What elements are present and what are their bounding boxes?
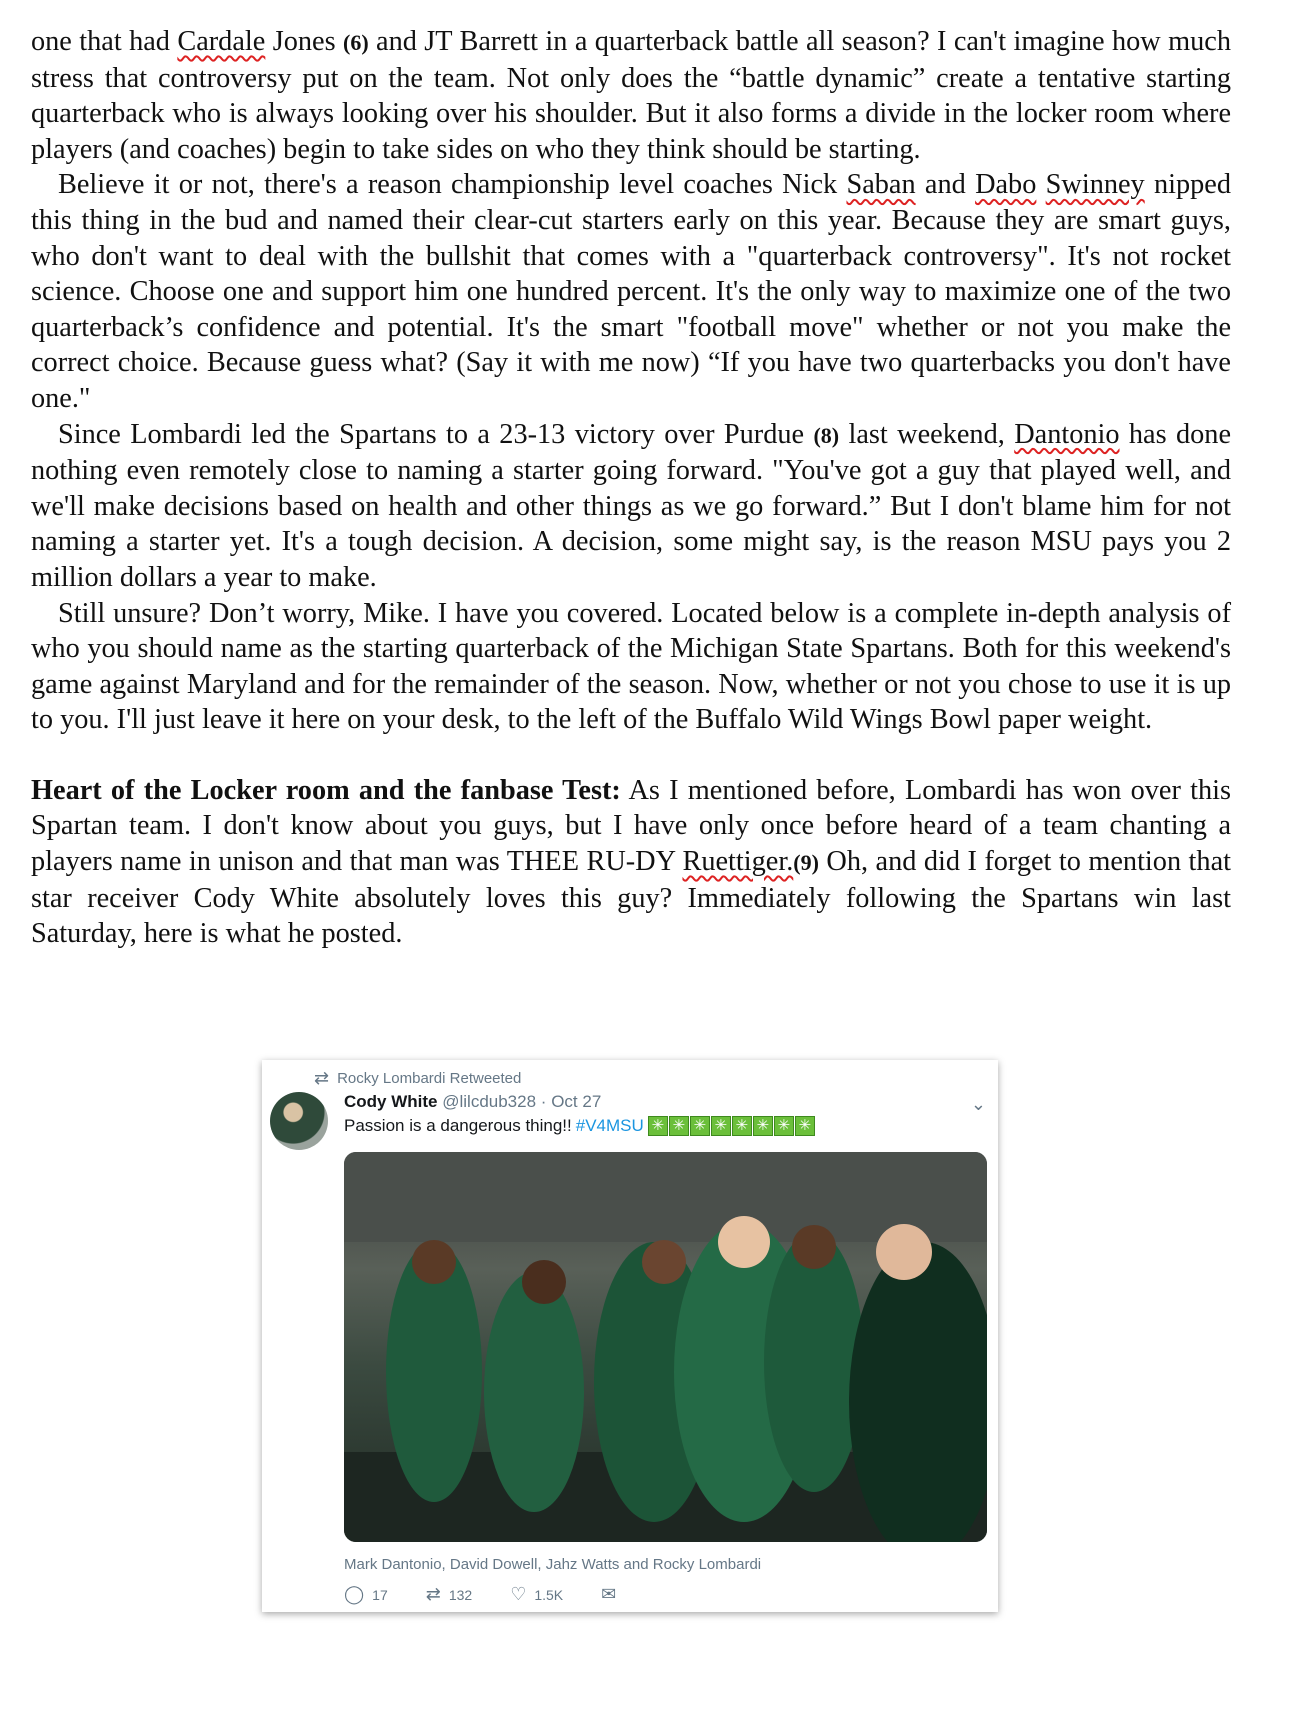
text: and — [915, 169, 976, 201]
paragraph-1 — [31, 24, 1231, 167]
text: Since Lombardi led the Spartans to a 23-13 victory over Purdue — [58, 418, 814, 450]
paragraph-3 — [31, 417, 1231, 596]
text: has done nothing even remotely close to naming a starter going forward. "You've got a guy that played well, and we'll make decisions based on health and other things as we go forward.” But I don't blame him for not naming a starter yet. It's a tough decision. A decision, some might say, is the reason MSU pays you 2 million dollars a year to make. — [31, 418, 1232, 593]
sparkle-emoji-icon: ✳ — [690, 1116, 710, 1136]
photo-illustration — [344, 1152, 987, 1542]
text: Oh, and did I forget to mention that star receiver Cody White absolutely loves this guy? Immediately following the Spartans win last Saturday, here is what he posted. — [31, 846, 1231, 950]
footnote-ref: (8) — [813, 422, 840, 448]
paragraph-2 — [31, 167, 1231, 416]
head — [792, 1225, 836, 1269]
heart-icon: ♡ — [510, 1584, 527, 1604]
reply-count: 17 — [372, 1586, 388, 1603]
avatar[interactable] — [270, 1092, 328, 1150]
like-button[interactable] — [510, 1584, 563, 1605]
misspelled-word: Dabo — [975, 169, 1037, 201]
tweet-photo[interactable] — [344, 1152, 987, 1542]
misspelled-word: Dantonio — [1014, 418, 1120, 450]
embedded-tweet — [262, 1060, 998, 1612]
misspelled-word: Swinney — [1045, 169, 1145, 201]
head — [412, 1240, 456, 1284]
retweet-icon: ⇄ — [314, 1068, 330, 1088]
paragraph-4: Still unsure? Don’t worry, Mike. I have you covered. Located below is a complete in-depth analysis of who you should name as the starting quarterback of the Michigan State Spartans. Both for this weekend's game against Maryland and for the remainder of the season. Now, whether or not you chose to use it is up to you. I'll just leave it here on your desk, to the left of the Buffalo Wild Wings Bowl paper weight. — [31, 597, 1231, 736]
sparkle-emoji-icon: ✳ — [795, 1116, 815, 1136]
misspelled-word: Cardale — [177, 26, 266, 57]
footnote-ref: (9) — [793, 850, 819, 876]
retweet-notice — [314, 1068, 521, 1089]
footnote-ref: (6) — [343, 30, 369, 55]
paragraph-5 — [31, 773, 1231, 952]
text: As I mentioned before, Lombardi has won over this Spartan team. I don't know about you guys, but I have only once before heard of a team chanting a players name in unison and that man was THEE RU-DY — [31, 774, 1231, 878]
article-body — [31, 24, 1231, 952]
retweeted-by: Rocky Lombardi Retweeted — [337, 1070, 522, 1087]
tweet-body: Passion is a dangerous thing!! — [344, 1116, 572, 1135]
misspelled-word: Ruettiger. — [682, 846, 794, 878]
paragraph-gap — [31, 738, 1231, 773]
emoji-row — [648, 1116, 815, 1136]
head — [522, 1260, 566, 1304]
photo-caption: Mark Dantonio, David Dowell, Jahz Watts and Rocky Lombardi — [344, 1556, 762, 1573]
tweet-actions — [344, 1584, 654, 1605]
sparkle-emoji-icon: ✳ — [774, 1116, 794, 1136]
like-count: 1.5K — [534, 1586, 564, 1603]
section-heading: Heart of the Locker room and the fanbase Test: — [31, 774, 621, 806]
player-figure — [764, 1232, 864, 1492]
chevron-down-icon[interactable]: ⌄ — [970, 1094, 986, 1114]
text: one that had — [31, 26, 178, 57]
sparkle-emoji-icon: ✳ — [669, 1116, 689, 1136]
separator: · — [540, 1092, 547, 1111]
text: and JT Barrett in a quarterback battle all season? I can't imagine how much stress that controversy put on the team. Not only does the “battle dynamic” create a tentative starting quarterback who is always looking over his shoulder. But it also forms a divide in the locker room where players (and coaches) begin to take sides on who they think should be starting. — [31, 26, 1231, 165]
retweet-count: 132 — [448, 1586, 473, 1603]
player-figure — [484, 1272, 584, 1512]
direct-message-button[interactable] — [601, 1584, 616, 1605]
tweet-text — [344, 1116, 815, 1136]
text: Jones — [265, 26, 343, 57]
retweet-icon: ⇄ — [425, 1584, 441, 1604]
coach-figure — [849, 1242, 987, 1542]
tweet-header — [344, 1092, 601, 1112]
message-icon: ✉ — [601, 1584, 617, 1604]
misspelled-word: Saban — [846, 169, 916, 201]
author-name[interactable]: Cody White — [344, 1092, 438, 1111]
sparkle-emoji-icon: ✳ — [732, 1116, 752, 1136]
retweet-button[interactable] — [426, 1584, 472, 1605]
author-handle[interactable]: @lilcdub328 — [442, 1092, 537, 1111]
head — [876, 1224, 932, 1280]
head — [642, 1240, 686, 1284]
sparkle-emoji-icon: ✳ — [711, 1116, 731, 1136]
reply-icon: ◯ — [344, 1584, 365, 1604]
reply-button[interactable] — [344, 1584, 388, 1605]
sparkle-emoji-icon: ✳ — [753, 1116, 773, 1136]
text — [1036, 169, 1045, 200]
sparkle-emoji-icon: ✳ — [648, 1116, 668, 1136]
tweet-date[interactable]: Oct 27 — [551, 1092, 602, 1111]
text: Believe it or not, there's a reason championship level coaches Nick — [58, 169, 847, 201]
text: nipped this thing in the bud and named their clear-cut starters early on this year. Because they are smart guys, who don't want to deal with the bullshit that comes with a "quarterback controversy". It's not rocket science. Choose one and support him one hundred percent. It's the only way to maximize one of the two quarterback’s confidence and potential. It's the smart "football move" whether or not you make the correct choice. Because guess what? (Say it with me now) “If you have two quarterbacks you don't have one." — [31, 169, 1232, 414]
text: last weekend, — [839, 418, 1015, 450]
hashtag-link[interactable]: #V4MSU — [575, 1116, 644, 1135]
head — [718, 1216, 770, 1268]
